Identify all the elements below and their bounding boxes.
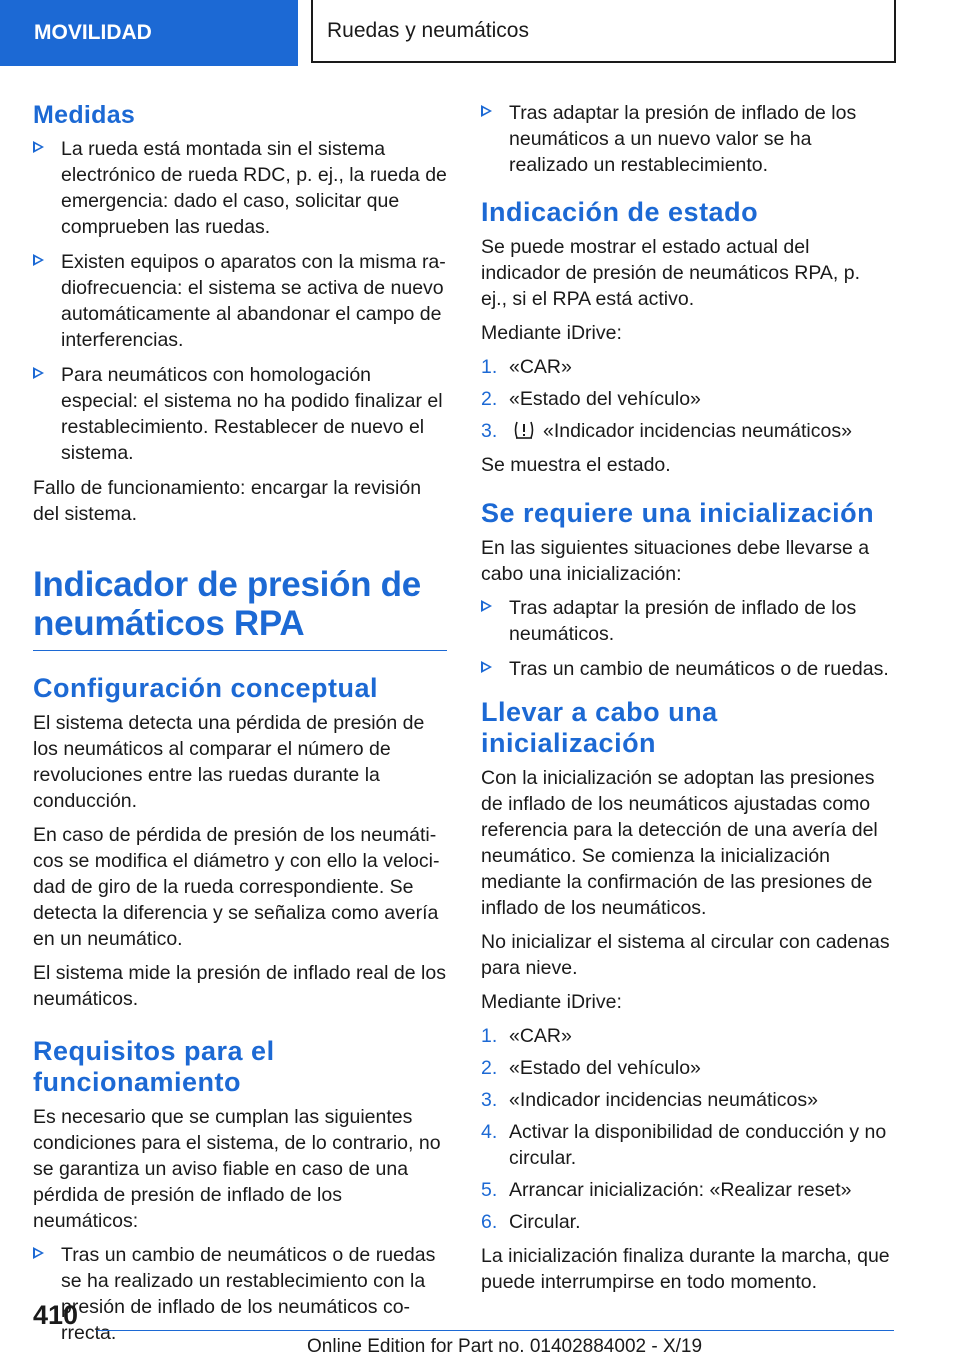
list-item: 2. «Estado del vehículo» (481, 1057, 701, 1079)
estado-paragraph: Se puede mostrar el estado actual del indicador de presión de neumáticos RPA, p. ej., si el RPA está activo. (481, 236, 861, 310)
estado-heading: Indicación de estado (481, 197, 759, 227)
init-paragraph-1: Con la inicialización se adoptan las presiones de inflado de los neumáticos ajustadas como referencia para la detección de una avería del neumático. Se comienza la inicialización mediante la confirmación de las presiones de inflado de los neumáticos. (481, 767, 878, 919)
list-item: Tras un cambio de neumáticos o de ruedas se ha realizado un restablecimiento con la presión de inflado de los neumáticos correcta. (33, 1242, 447, 1346)
title-divider (33, 650, 447, 651)
init-required-list (481, 595, 891, 682)
bullet-triangle-icon (33, 1247, 44, 1259)
list-item: Para neumáticos con homologación especial: el sistema no ha podido finalizar el restablecimiento. Restablecer de nuevo el sistema. (33, 362, 447, 466)
init-heading: Llevar a cabo una inicialización (481, 697, 718, 758)
footer-edition: Online Edition for Part no. 01402884002 - X/19 (307, 1336, 703, 1357)
list-item: 6. Circular. (481, 1211, 581, 1233)
list-item: 2. «Estado del vehículo» (481, 388, 701, 410)
bullet-triangle-icon (481, 661, 492, 673)
requisitos-heading: Requisitos para el funcionamiento (33, 1036, 275, 1097)
list-item: 3. «Indicador incidencias neumáticos» (481, 420, 852, 442)
init-steps (481, 1023, 891, 1235)
config-paragraph-3: El sistema mide la presión de inflado real de los neumáticos. (33, 962, 446, 1010)
bullet-triangle-icon (481, 105, 492, 117)
list-item: 1. «CAR» (481, 356, 572, 378)
section-title: MOVILIDAD (34, 21, 152, 44)
bullet-triangle-icon (33, 254, 44, 266)
list-item: Existen equipos o aparatos con la misma radiofrecuencia: el sistema se activa de nuevo automáticamente al abandonar el campo de interferencias. (33, 249, 447, 353)
init-required-paragraph: En las siguientes situaciones debe llevarse a cabo una inicialización: (481, 537, 870, 585)
tire-pressure-warning-icon (513, 420, 535, 440)
header-chapter-tab (311, 0, 896, 63)
bullet-triangle-icon (33, 367, 44, 379)
estado-idrive: Mediante iDrive: (481, 322, 622, 344)
list-item: Tras adaptar la presión de inflado de los neumáticos. (481, 595, 891, 647)
chapter-title: Ruedas y neumáticos (327, 18, 529, 42)
bullet-triangle-icon (33, 141, 44, 153)
estado-steps (481, 354, 891, 444)
header-section-tab (0, 0, 298, 66)
init-end-paragraph: La inicialización finaliza durante la marcha, que puede interrumpirse en todo momento. (481, 1245, 890, 1293)
config-heading: Configuración conceptual (33, 673, 379, 703)
list-item: 5. Arrancar inicialización: «Realizar reset» (481, 1179, 852, 1201)
init-required-heading: Se requiere una inicialización (481, 498, 875, 528)
left-column (33, 100, 447, 1355)
list-item: Tras adaptar la presión de inflado de los neumáticos a un nuevo valor se ha realizado un restablecimiento. (481, 100, 891, 178)
config-paragraph-1: El sistema detecta una pérdida de presión de los neumáticos al comparar el número de revoluciones entre las ruedas durante la conducción. (33, 712, 425, 812)
medidas-list (33, 136, 447, 466)
list-item: 1. «CAR» (481, 1025, 572, 1047)
init-idrive: Mediante iDrive: (481, 991, 622, 1013)
bullet-triangle-icon (481, 600, 492, 612)
list-item: La rueda está montada sin el sistema electrónico de rueda RDC, p. ej., la rueda de emergencia: dado el caso, solicitar que comprueben las ruedas. (33, 136, 447, 240)
fallo-paragraph: Fallo de funcionamiento: encargar la revisión del sistema. (33, 477, 422, 525)
config-paragraph-2: En caso de pérdida de presión de los neumáticos se modifica el diámetro y con ello la velocidad de giro de la rueda correspondiente. Se detecta la diferencia y se señaliza como avería en un neumático. (33, 824, 440, 950)
footer-divider (97, 1330, 894, 1331)
init-paragraph-2: No inicializar el sistema al circular con cadenas para nieve. (481, 931, 890, 979)
right-column (481, 100, 891, 1303)
requisitos-list-continued (481, 100, 891, 178)
list-item: 3. «Indicador incidencias neumáticos» (481, 1089, 818, 1111)
medidas-heading: Medidas (33, 101, 136, 129)
estado-result: Se muestra el estado. (481, 454, 671, 476)
page-number: 410 (33, 1300, 79, 1330)
main-title: Indicador de presión de neumáticos RPA (33, 565, 421, 643)
requisitos-paragraph: Es necesario que se cumplan las siguientes condiciones para el sistema, de lo contrario, no se garantiza un aviso fiable en caso de una pérdida de presión de inflado de los neumáticos: (33, 1106, 441, 1232)
list-item: Tras un cambio de neumáticos o de ruedas. (481, 656, 891, 682)
list-item: 4. Activar la disponibilidad de conducción y no circular. (481, 1121, 887, 1169)
